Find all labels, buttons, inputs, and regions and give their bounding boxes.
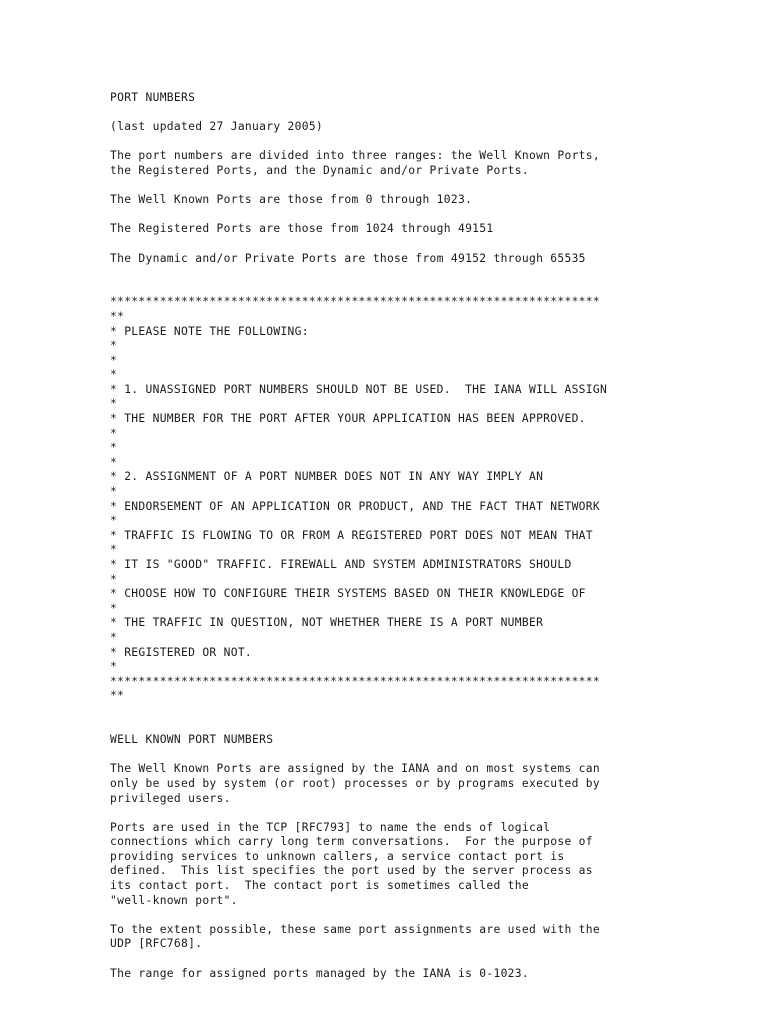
document-line: *	[110, 660, 118, 674]
document-line: the Registered Ports, and the Dynamic and/or Private Ports.	[110, 163, 529, 177]
document-line: *	[110, 601, 118, 615]
document-line: PORT NUMBERS	[110, 91, 196, 104]
document-line: its contact port. The contact port is sometimes called the	[110, 879, 529, 893]
document-line: *	[110, 485, 118, 499]
document-line: *	[110, 368, 118, 382]
document-line: only be used by system (or root) processes or by programs executed by	[110, 776, 600, 790]
document-line	[110, 106, 760, 121]
document-line: * REGISTERED OR NOT.	[110, 645, 253, 659]
document-line: "well-known port".	[110, 893, 238, 907]
document-line: * 2. ASSIGNMENT OF A PORT NUMBER DOES NOT IN ANY WAY IMPLY AN	[110, 470, 544, 484]
document-line: (last updated 27 January 2005)	[110, 120, 324, 134]
document-line	[110, 281, 760, 296]
document-line	[110, 704, 760, 719]
document-line: * THE NUMBER FOR THE PORT AFTER YOUR APPLICATION HAS BEEN APPROVED.	[110, 412, 586, 426]
document-line	[110, 908, 760, 923]
document-line: *	[110, 353, 118, 367]
document-line	[110, 719, 760, 734]
document-line: * PLEASE NOTE THE FOLLOWING:	[110, 324, 309, 338]
document-line	[110, 135, 760, 150]
document-line	[110, 208, 760, 223]
document-line: *	[110, 572, 118, 586]
document-line	[110, 952, 760, 967]
document-line: *********************************************************************	[110, 674, 600, 688]
document-line	[110, 806, 760, 821]
document-line: * IT IS "GOOD" TRAFFIC. FIREWALL AND SYSTEM ADMINISTRATORS SHOULD	[110, 558, 572, 571]
document-line: The port numbers are divided into three ranges: the Well Known Ports,	[110, 149, 600, 163]
document-line: **	[110, 689, 125, 703]
document-line: *	[110, 441, 118, 455]
document-line	[110, 179, 760, 194]
document-line: Ports are used in the TCP [RFC793] to name the ends of logical	[110, 820, 551, 834]
document-line: connections which carry long term conversations. For the purpose of	[110, 835, 593, 849]
document-line: * THE TRAFFIC IN QUESTION, NOT WHETHER THERE IS A PORT NUMBER	[110, 616, 544, 630]
document-line: The range for assigned ports managed by the IANA is 0-1023.	[110, 966, 529, 980]
document-line: *	[110, 426, 118, 440]
document-line: providing services to unknown callers, a service contact port is	[110, 849, 565, 863]
document-line: *	[110, 455, 118, 469]
document-line	[110, 266, 760, 281]
document-line: * 1. UNASSIGNED PORT NUMBERS SHOULD NOT BE USED. THE IANA WILL ASSIGN	[110, 382, 608, 396]
document-line	[110, 237, 760, 252]
document-line: **	[110, 309, 125, 323]
document-line: WELL KNOWN PORT NUMBERS	[110, 733, 274, 747]
document-line: The Registered Ports are those from 1024 through 49151	[110, 222, 494, 236]
document-line: To the extent possible, these same port assignments are used with the	[110, 922, 600, 936]
document-line: * ENDORSEMENT OF AN APPLICATION OR PRODUCT, AND THE FACT THAT NETWORK	[110, 499, 600, 513]
document-line: * TRAFFIC IS FLOWING TO OR FROM A REGISTERED PORT DOES NOT MEAN THAT	[110, 528, 593, 542]
document-line: defined. This list specifies the port used by the server process as	[110, 864, 593, 878]
document-line: *	[110, 514, 118, 528]
document-line: *	[110, 397, 118, 411]
document-line: *	[110, 339, 118, 353]
document-body	[110, 91, 760, 981]
document-line: * CHOOSE HOW TO CONFIGURE THEIR SYSTEMS BASED ON THEIR KNOWLEDGE OF	[110, 587, 586, 601]
document-line: *********************************************************************	[110, 295, 600, 309]
document-line: The Dynamic and/or Private Ports are those from 49152 through 65535	[110, 251, 586, 265]
document-line: privileged users.	[110, 791, 231, 805]
document-line: The Well Known Ports are those from 0 through 1023.	[110, 193, 473, 207]
document-line	[110, 748, 760, 763]
document-line: *	[110, 543, 118, 557]
document-line: The Well Known Ports are assigned by the IANA and on most systems can	[110, 762, 600, 776]
document-line: UDP [RFC768].	[110, 937, 203, 951]
document-line: *	[110, 630, 118, 644]
